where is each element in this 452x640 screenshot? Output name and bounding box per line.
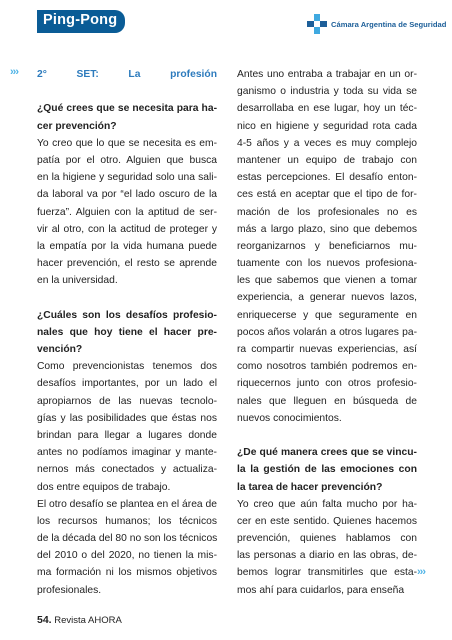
text-line: en la universidad. xyxy=(37,275,118,287)
text-line: les que sabemos que vienen a tomar xyxy=(237,275,417,287)
text-line: riquecernos junto con otros profesio- xyxy=(237,378,417,390)
text-line: experiencia, a generar nuevos lazos, xyxy=(237,292,417,304)
text-line: hacer prevención, el resto se aprende xyxy=(37,258,217,270)
publication-name: Revista AHORA xyxy=(54,615,122,626)
text-line: nales que lleguen en búsqueda de xyxy=(237,395,417,407)
paragraph-gap xyxy=(237,427,417,444)
text-line: apropiarnos de las nuevas tecnolo- xyxy=(37,395,217,407)
text-line: las personas a diario en las obras, de- xyxy=(237,550,417,562)
question-line: nales que hoy tiene el hacer pre- xyxy=(37,326,217,338)
text-line: más a largo plazo, sino que debemos xyxy=(237,223,417,235)
text-line: reorganizarnos y beneficiarnos mu- xyxy=(237,240,417,252)
text-line: en la higiene y seguridad solo una sali- xyxy=(37,172,217,184)
text-line: gías y las posibilidades que éstas nos xyxy=(37,412,217,424)
text-line: prevención, quienes hablamos con xyxy=(237,533,417,545)
text-line: los recursos humanos; los técnicos xyxy=(37,515,217,527)
question-line: la tarea de hacer prevención? xyxy=(237,481,383,493)
text-line: desafíos importantes, por un lado el xyxy=(37,378,217,390)
question-line: ¿De qué manera crees que se vincu- xyxy=(237,447,417,459)
text-line: la empatía por la vida humana puede xyxy=(37,240,217,252)
text-line: cer en este sentido. Quienes hacemos xyxy=(237,515,417,527)
page-header xyxy=(0,0,452,45)
question-line: cer prevención? xyxy=(37,120,117,132)
paragraph-gap xyxy=(37,289,217,306)
text-line: bemos lograr transmitirles que esta- xyxy=(237,567,417,579)
text-line: de la década del 80 no son los técnicos xyxy=(37,533,217,545)
logo-text: Cámara Argentina de Seguridad xyxy=(331,19,447,29)
text-line: enriquecerse y que seguramente en xyxy=(237,309,417,321)
text-line: nuevos conocimientos. xyxy=(237,412,342,424)
text-line: mación de los profesionales no es xyxy=(237,206,417,218)
continue-chevrons-icon: ››› xyxy=(417,566,425,578)
section-title: Ping-Pong xyxy=(37,10,125,33)
page-footer xyxy=(37,614,122,626)
question-line: la la gestión de las emociones con xyxy=(237,464,417,476)
text-line: mantener un equipo de trabajo con xyxy=(237,154,417,166)
text-line: ma formación ni los mismos objetivos xyxy=(37,567,217,579)
text-line: antes no podíamos imaginar y mante- xyxy=(37,447,217,459)
text-line: como nosotros también podremos en- xyxy=(237,361,417,373)
text-line: ganismo o industria y toda su vida se xyxy=(237,86,417,98)
text-line: Como prevencionistas tenemos dos xyxy=(37,361,217,373)
section-heading: 2° SET: La profesión xyxy=(37,69,217,80)
page-number: 54. xyxy=(37,614,52,626)
text-line: nernos más conectados y actualiza- xyxy=(37,464,217,476)
text-line: Yo creo que aún falta mucho por ha- xyxy=(237,498,417,510)
text-line: patía por el otro. Alguien que busca xyxy=(37,154,217,166)
text-line: mos ahí para cuidarlos, para enseña xyxy=(237,584,405,596)
text-line: profesionales. xyxy=(37,584,102,596)
text-line: fuerza”. Alguien con la aptitud de ser- xyxy=(37,206,217,218)
text-line: El otro desafío se plantea en el área de xyxy=(37,498,217,510)
question-line: vención? xyxy=(37,344,83,355)
text-line: tuamente con los nuevos profesiona- xyxy=(237,258,417,270)
text-line: da laboral va por “el lado oscuro de la xyxy=(37,189,217,201)
text-line: Yo creo que lo que se necesita es em- xyxy=(37,137,217,149)
text-line: nico en higiene y seguridad rota cada xyxy=(237,120,417,132)
text-line: Antes uno entraba a trabajar en un or- xyxy=(237,69,417,80)
text-line: ra compartir nuevas experiencias, así xyxy=(237,344,417,355)
text-line: dos entre equipos de trabajo. xyxy=(37,481,171,493)
text-line: brindan para llegar a lugares donde xyxy=(37,429,217,441)
text-line: vir al otro, con la actitud de proteger y xyxy=(37,223,217,235)
cas-logo xyxy=(306,13,446,35)
question-line: ¿Qué crees que se necesita para ha- xyxy=(37,103,217,115)
text-line: 4-5 años y a veces es muy complejo xyxy=(237,137,417,149)
text-line: ces está en aceptar que el tipo de for- xyxy=(237,189,417,201)
text-line: del 2010 o del 2020, no tienen la mis- xyxy=(37,550,217,562)
text-line: desarrollaba en ese lugar, hoy un téc- xyxy=(237,103,417,115)
right-column xyxy=(237,66,417,599)
text-line: estas percepciones. El desafío enton- xyxy=(237,172,417,184)
text-line: pocos años volarán a otros lugares pa- xyxy=(237,326,417,338)
paragraph-gap xyxy=(37,83,217,100)
question-line: ¿Cuáles son los desafíos profesio- xyxy=(37,309,217,321)
cas-cross-icon xyxy=(306,13,328,35)
chevrons-right-icon: ››› xyxy=(10,66,18,78)
left-column xyxy=(37,66,217,599)
